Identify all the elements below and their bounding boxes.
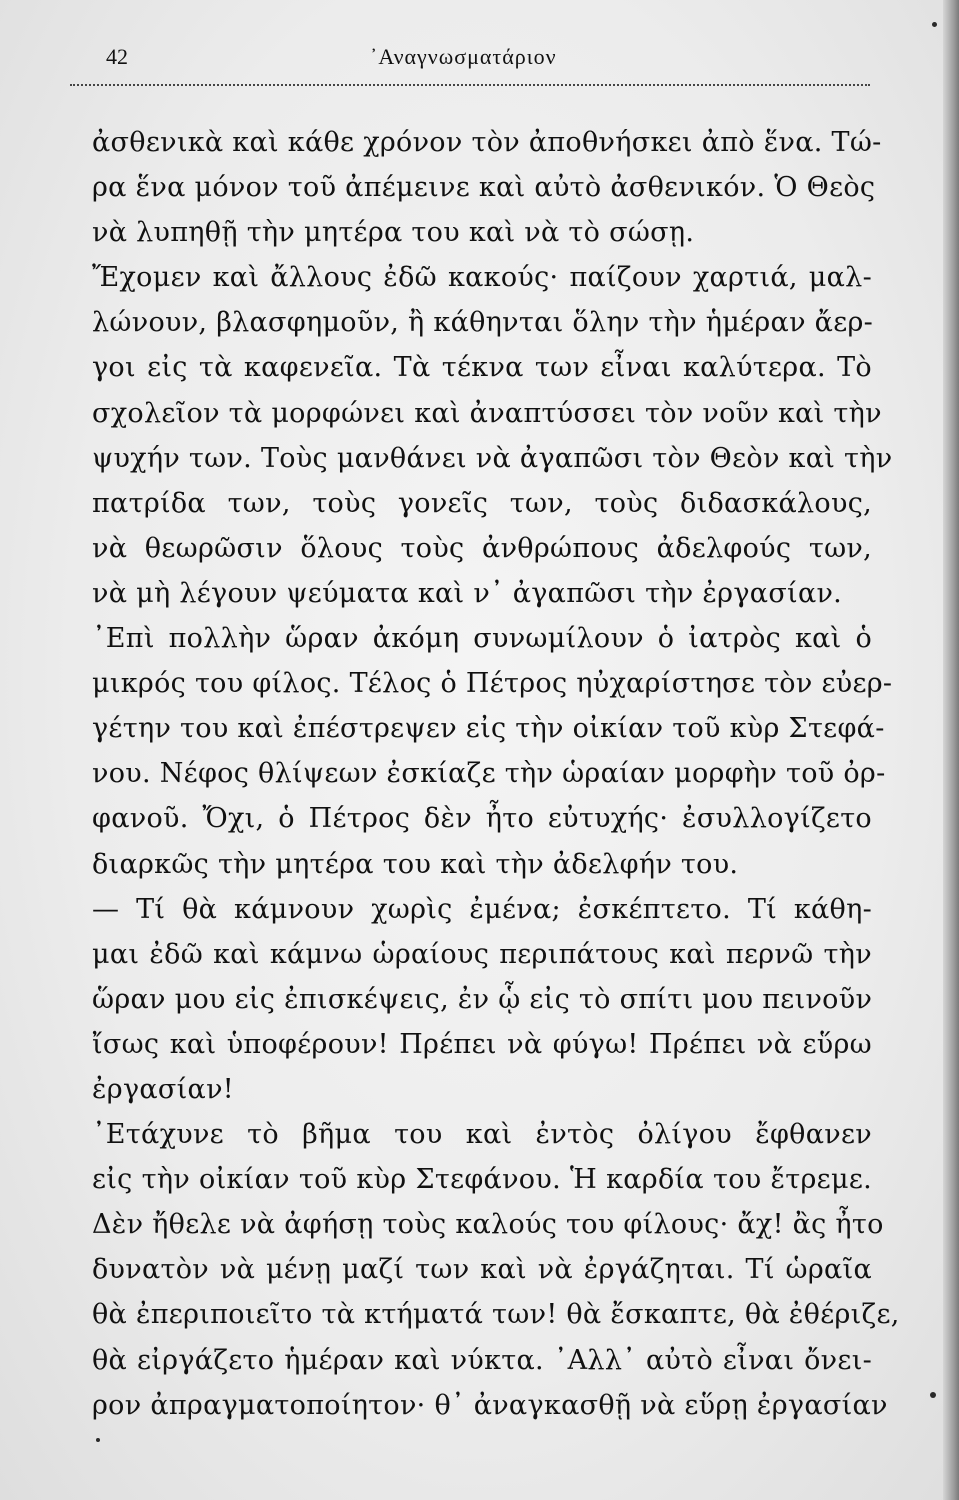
body-text [92,120,900,1428]
ink-speck [932,22,937,27]
text-line: ἀσθενικὰ καὶ κάθε χρόνον τὸν ἀποθνήσκει ἀπὸ ἕνα. Τώ- [92,127,882,158]
text-line: φανοῦ. Ὄχι, ὁ Πέτρος δὲν ἦτο εὐτυχής· ἐσυλλογίζετο [92,803,872,835]
text-line: γέτην του καὶ ἐπέστρεψεν εἰς τὴν οἰκίαν τοῦ κὺρ Στεφά- [92,713,885,745]
text-line: ρα ἕνα μόνον τοῦ ἀπέμεινε καὶ αὐτὸ ἀσθενικόν. Ὁ Θεὸς [92,172,876,204]
text-line: γοι εἰς τὰ καφενεῖα. Τὰ τέκνα των εἶναι καλύτερα. Τὸ [92,352,872,384]
text-line: ὥραν μου εἰς ἐπισκέψεις, ἐν ᾧ εἰς τὸ σπίτι μου πεινοῦν [92,983,873,1015]
text-line: εἰς τὴν οἰκίαν τοῦ κὺρ Στεφάνου. Ἡ καρδία του ἔτρεμε. [92,1164,872,1196]
text-line: Δὲν ἤθελε νὰ ἀφήσῃ τοὺς καλούς του φίλους· ἄχ! ἂς ἦτο [92,1209,884,1241]
page-header [70,38,870,86]
text-line: ἐργασίαν! [92,1073,234,1105]
ink-speck [96,1438,100,1442]
text-line: νὰ θεωρῶσιν ὅλους τοὺς ἀνθρώπους ἀδελφούς των, [92,532,872,564]
text-line: σχολεῖον τὰ μορφώνει καὶ ἀναπτύσσει τὸν νοῦν καὶ τὴν [92,397,882,429]
text-line: νὰ λυπηθῇ τὴν μητέρα του καὶ νὰ τὸ σώσῃ. [92,217,695,249]
text-line: ἴσως καὶ ὑποφέρουν! Πρέπει νὰ φύγω! Πρέπει νὰ εὕρω [92,1028,872,1060]
text-line: μικρός του φίλος. Τέλος ὁ Πέτρος ηὐχαρίστησε τὸν εὐερ- [92,668,893,700]
text-line: ᾿Ετάχυνε τὸ βῆμα του καὶ ἐντὸς ὀλίγου ἔφθανεν [92,1119,872,1151]
text-line: ᾿Επὶ πολλὴν ὥραν ἀκόμη συνωμίλουν ὁ ἰατρὸς καὶ ὁ [92,623,872,655]
text-line: — Τί θὰ κάμνουν χωρὶς ἐμένα; ἐσκέπτετο. Τί κάθη- [92,893,872,925]
text-line: ρον ἀπραγματοποίητον· θ᾿ ἀναγκασθῇ νὰ εὕρῃ ἐργασίαν [92,1389,888,1421]
running-title: ᾿Αναγνωσματάριον [370,44,557,69]
text-line: ψυχήν των. Τοὺς μανθάνει νὰ ἀγαπῶσι τὸν Θεὸν καὶ τὴν [92,442,893,474]
text-line: νου. Νέφος θλίψεων ἐσκίαζε τὴν ὡραίαν μορφὴν τοῦ ὀρ- [92,758,886,790]
text-line: πατρίδα των, τοὺς γονεῖς των, τοὺς διδασκάλους, [92,487,872,519]
ink-speck [930,1392,936,1398]
page-number: 42 [106,44,128,69]
text-line: Ἔχομεν καὶ ἄλλους ἐδῶ κακούς· παίζουν χαρτιά, μαλ- [92,262,872,294]
text-line: διαρκῶς τὴν μητέρα του καὶ τὴν ἀδελφήν του. [92,848,739,880]
text-line: νὰ μὴ λέγουν ψεύματα καὶ ν᾿ ἀγαπῶσι τὴν ἐργασίαν. [92,577,843,609]
text-line: θὰ εἰργάζετο ἡμέραν καὶ νύκτα. ᾿Αλλ᾿ αὐτὸ εἶναι ὄνει- [92,1344,872,1376]
text-line: μαι ἐδῶ καὶ κάμνω ὡραίους περιπάτους καὶ περνῶ τὴν [92,938,872,970]
text-line: θὰ ἐπεριποιεῖτο τὰ κτήματά των! θὰ ἔσκαπτε, θὰ ἐθέριζε, [92,1299,900,1331]
page-edge-shadow [943,0,959,1500]
text-line: λώνουν, βλασφημοῦν, ἢ κάθηνται ὅλην τὴν ἡμέραν ἄερ- [92,307,874,339]
text-line: δυνατὸν νὰ μένῃ μαζί των καὶ νὰ ἐργάζηται. Τί ὡραῖα [92,1254,872,1286]
